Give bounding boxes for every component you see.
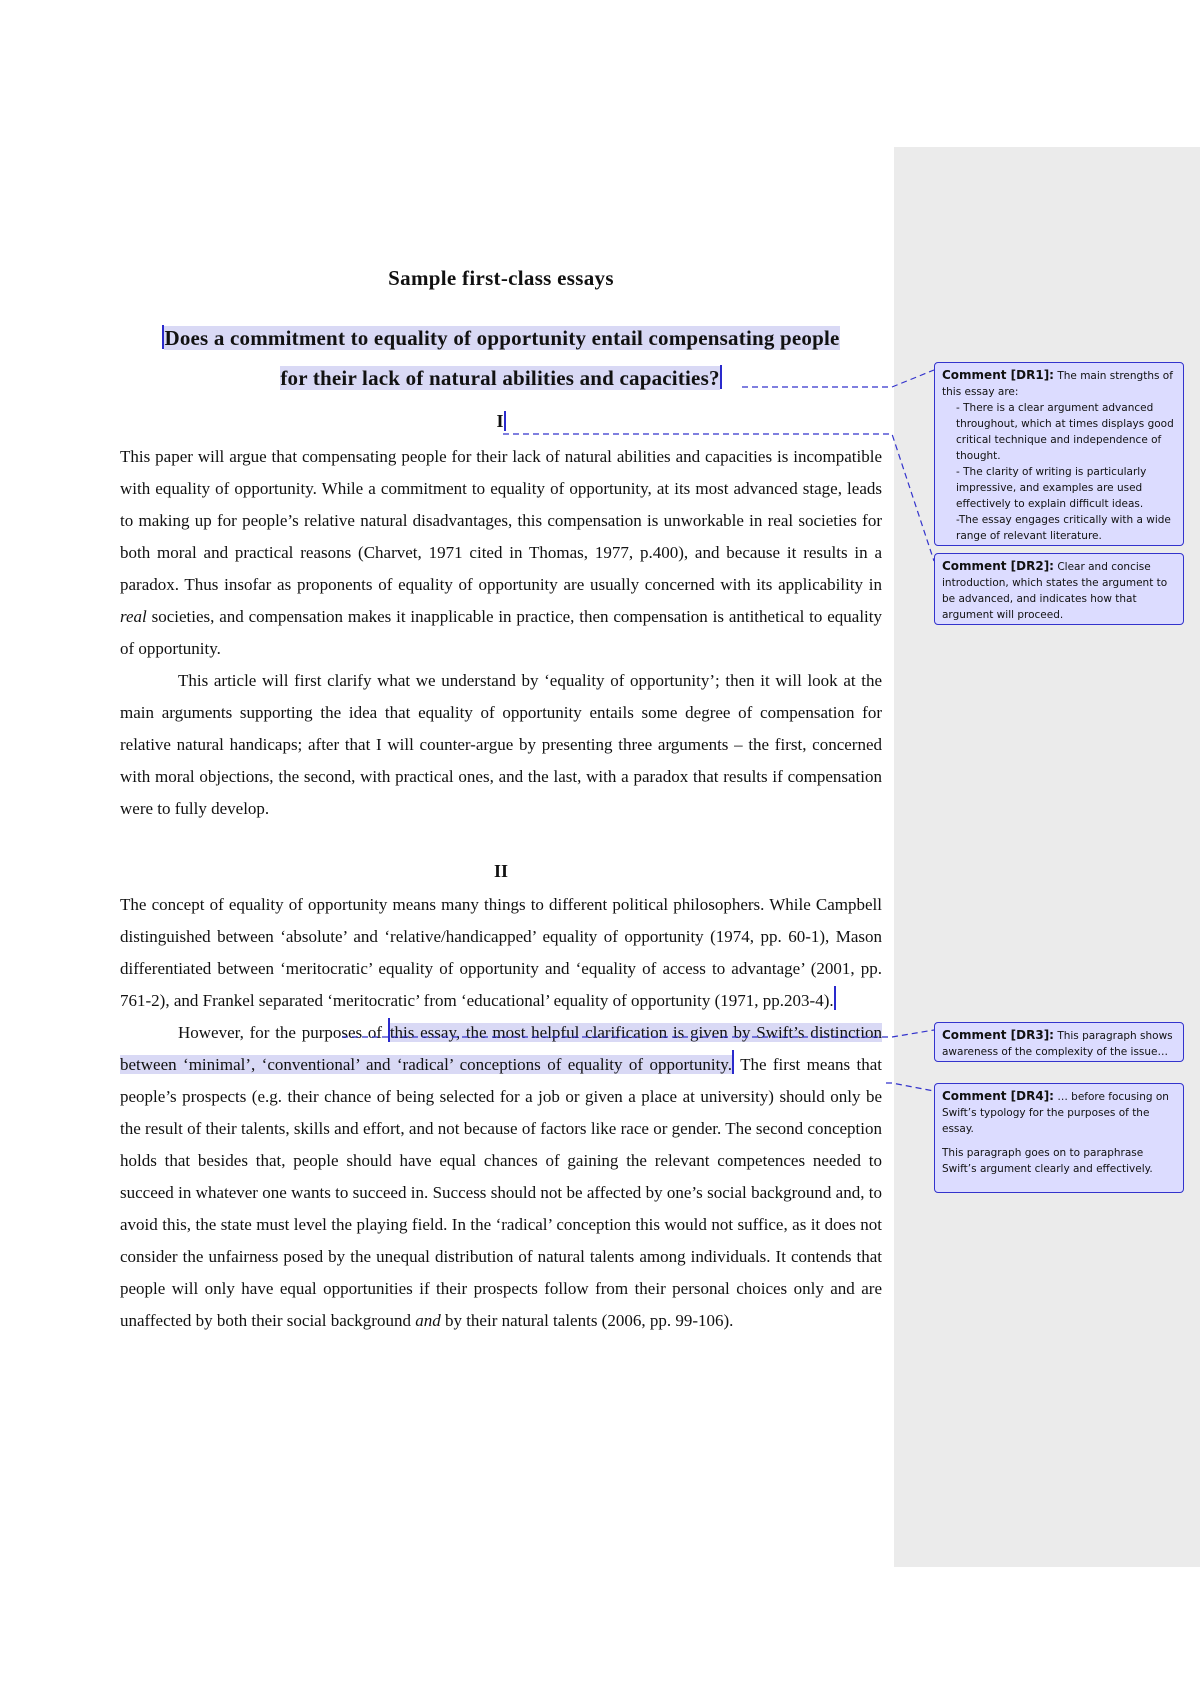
section-one-paragraph-1-end: societies, and compensation makes it inapplicable in practice, then compensation is antithetical to equality of opportunity. (120, 607, 882, 658)
comment-dr4-tag: Comment [DR4]: (942, 1089, 1054, 1103)
comment-dr1-tag: Comment [DR1]: (942, 368, 1054, 382)
comment-dr2-text: Clear and concise introduction, which states the argument to be advanced, and indicates how that argument will proceed. (942, 561, 1168, 621)
comment-dr1-point-1: - There is a clear argument advanced throughout, which at times displays good critical technique and independence of thought. (956, 402, 1174, 462)
highlighted-swift-distinction[interactable]: this essay, the most helpful clarification is given by Swift’s distinction between ‘minimal’, ‘conventional’ and ‘radical’ conceptions of equality of opportunity. (120, 1023, 882, 1074)
section-two-heading: II (493, 861, 508, 881)
comment-dr3-text: This paragraph shows awareness of the complexity of the issue… (942, 1030, 1173, 1058)
comment-dr4[interactable] (934, 1083, 1184, 1193)
comment-dr2[interactable] (934, 553, 1184, 625)
question-line-2: for their lack of natural abilities and capacities? (280, 366, 720, 390)
comment-dr1-point-2: - The clarity of writing is particularly impressive, and examples are used effectively to explain difficult ideas. (956, 466, 1147, 510)
comment-dr4-text: … before focusing on Swift’s typology for the purposes of the essay. (942, 1091, 1169, 1135)
section-two-paragraph-1-text: The concept of equality of opportunity means many things to different political philosophers. While Campbell distinguished between ‘absolute’ and ‘relative/handicapped’ equality of opportunity (1974, pp. 60-1), Mason differentiated between ‘meritocratic’ equality of opportunity and ‘equality of access to advantage’ (2001, pp. 761-2), and Frankel separated ‘meritocratic’ from ‘educational’ equality of opportunity (1971, pp.203-4). (120, 895, 882, 1010)
leader-line-dr2 (503, 434, 934, 561)
comment-dr1-point-3: -The essay engages critically with a wide range of relevant literature. (956, 514, 1171, 542)
section-one-paragraph-1-text: This paper will argue that compensating people for their lack of natural abilities and capacities is incompatible with equality of opportunity. While a commitment to equality of opportunity, at its most advanced stage, leads to making up for people’s relative natural disadvantages, this compensation is unworkable in real societies for both moral and practical reasons (Charvet, 1971 cited in Thomas, 1977, p.400), and because it results in a paradox. Thus insofar as proponents of equality of opportunity are usually concerned with its applicability in (120, 447, 882, 594)
section-one-numeral: I (496, 411, 504, 431)
comment-dr4-text-2: This paragraph goes on to paraphrase Swift’s argument clearly and effectively. (942, 1147, 1153, 1175)
section-two-paragraph-2-end: by their natural talents (2006, pp. 99-106). (440, 1311, 734, 1330)
section-one-paragraph-1-italic: real (120, 607, 147, 626)
section-one-paragraph-2: This article will first clarify what we understand by ‘equality of opportunity’; then it will look at the main arguments supporting the idea that equality of opportunity entails some degree of compensation for relative natural handicaps; after that I will counter-argue by presenting three arguments – the first, concerned with moral objections, the second, with practical ones, and the last, with a paradox that results if compensation were to fully develop. (120, 671, 882, 818)
question-line-1: Does a commitment to equality of opportunity entail compensating people (164, 326, 840, 350)
section-two-paragraph-2-start: However, for the purposes of (178, 1023, 388, 1042)
leader-line-dr4 (886, 1083, 934, 1091)
section-two-paragraph-2-italic: and (415, 1311, 441, 1330)
leader-line-dr3 (342, 1030, 934, 1037)
comment-dr3[interactable] (934, 1022, 1184, 1062)
comment-dr3-tag: Comment [DR3]: (942, 1028, 1054, 1042)
comment-dr2-tag: Comment [DR2]: (942, 559, 1054, 573)
comment-dr1-intro: The main strengths of this essay are: (942, 370, 1173, 398)
leader-line-dr1 (742, 370, 934, 387)
section-two-paragraph-2-text: The first means that people’s prospects (e.g. their chance of being selected for a job or given a place at university) should only be the result of their talents, skills and effort, and not because of factors like race or gender. The second conception holds that besides that, people should have equal chances of gaining the relevant competences needed to succeed in whatever one wants to succeed in. Success should not be affected by one’s social background and, to avoid this, the state must level the playing field. In the ‘radical’ conception this would not suffice, as it does not consider the unfairness posed by the unequal distribution of natural talents among individuals. It contends that people will only have equal opportunities if their prospects follow from their personal choices only and are unaffected by both their social background (120, 1055, 883, 1330)
document-title: Sample first-class essays (388, 266, 614, 290)
comment-dr1[interactable] (934, 362, 1184, 546)
